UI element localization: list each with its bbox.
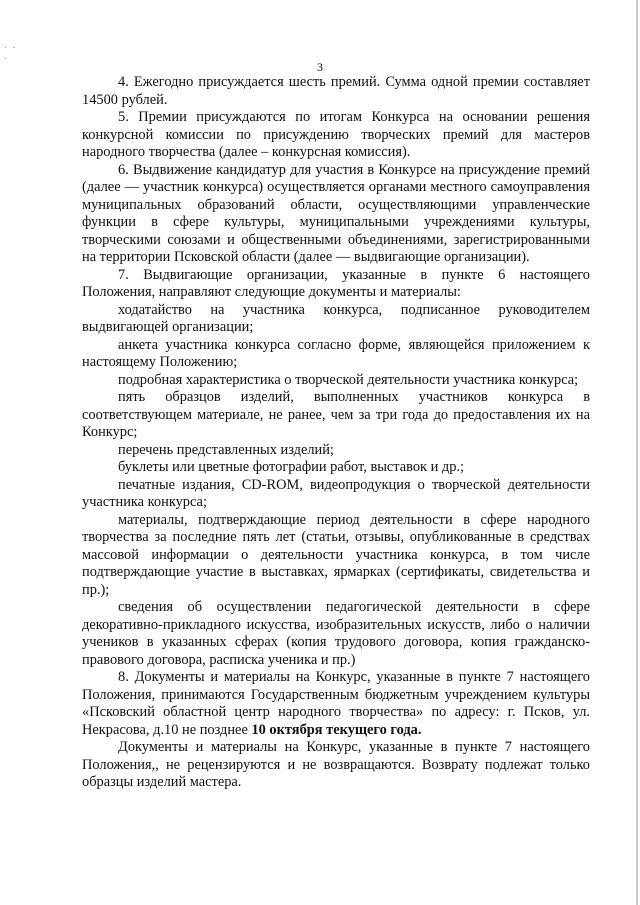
paragraph-8-text: 8. Документы и материалы на Конкурс, указанные в пункте 7 настоящего Положения, принимаются Государственным бюджетным учреждением культуры «Псковский областной центр народного творчества» по адресу: г. Псков, ул. Некрасова, д.10 не позднее <box>82 669 590 738</box>
list-item-characteristic: подробная характеристика о творческой деятельности участника конкурса; <box>118 371 579 388</box>
list-item-questionnaire: анкета участника конкурса согласно форме, являющейся приложением к настоящему Положению; <box>82 336 590 370</box>
list-item-items-list: перечень представленных изделий; <box>118 441 334 458</box>
scan-edge-line <box>636 0 638 905</box>
list-item-publications: печатные издания, CD-ROM, видеопродукция о творческой деятельности участника конкурса; <box>82 476 590 510</box>
document-body <box>82 74 590 792</box>
paragraph-final: Документы и материалы на Конкурс, указанные в пункте 7 настоящего Положения,, не рецензируются и не возвращаются. Возврату подлежат только образцы изделий мастера. <box>82 739 590 790</box>
paragraph-4: 4. Ежегодно присуждается шесть премий. Сумма одной премии составляет 14500 рублей. <box>82 74 590 108</box>
list-item-booklets: буклеты или цветные фотографии работ, выставок и др.; <box>118 459 465 475</box>
paragraph-8 <box>82 669 590 739</box>
paragraph-6: 6. Выдвижение кандидатур для участия в Конкурсе на присуждение премий (далее — участник конкурса) осуществляется органами местного самоуправления муниципальных образований области, осуществляющими управленческие функции в сфере культуры, муниципальными учреждениями культуры, творческими союзами и общественными объединениями, зарегистрированными на территории Псковской области (далее — выдвигающие организации). <box>82 161 590 265</box>
deadline-date: 10 октября текущего года. <box>251 721 422 738</box>
paragraph-5: 5. Премии присуждаются по итогам Конкурса на основании решения конкурсной комиссии по присуждению творческих премий для мастеров народного творчества (далее – конкурсная комиссия). <box>82 109 590 160</box>
list-item-pedagogy: сведения об осуществлении педагогической деятельности в сфере декоративно-прикладного искусства, изобразительных искусств, либо о наличии учеников в указанных сферах (копия трудового договора, копия гражданско-правового договора, расписка ученика и пр.) <box>82 599 590 668</box>
list-item-materials: материалы, подтверждающие период деятельности в сфере народного творчества за последние пять лет (статьи, отзывы, опубликованные в средствах массовой информации о деятельности участника конкурса, в том числе подтверждающие участие в выставках, ярмарках (сертификаты, свидетельства и пр.); <box>82 511 590 598</box>
list-item-petition: ходатайство на участника конкурса, подписанное руководителем выдвигающей организации; <box>82 301 590 335</box>
scan-edge-mark: . . . <box>4 40 18 62</box>
page-number: 3 <box>317 60 323 74</box>
list-item-samples: пять образцов изделий, выполненных участников конкурса в соответствующем материале, не ранее, чем за три года до предоставления их на Конкурс; <box>82 389 590 440</box>
paragraph-7: 7. Выдвигающие организации, указанные в пункте 6 настоящего Положения, направляют следующие документы и материалы: <box>82 266 590 300</box>
